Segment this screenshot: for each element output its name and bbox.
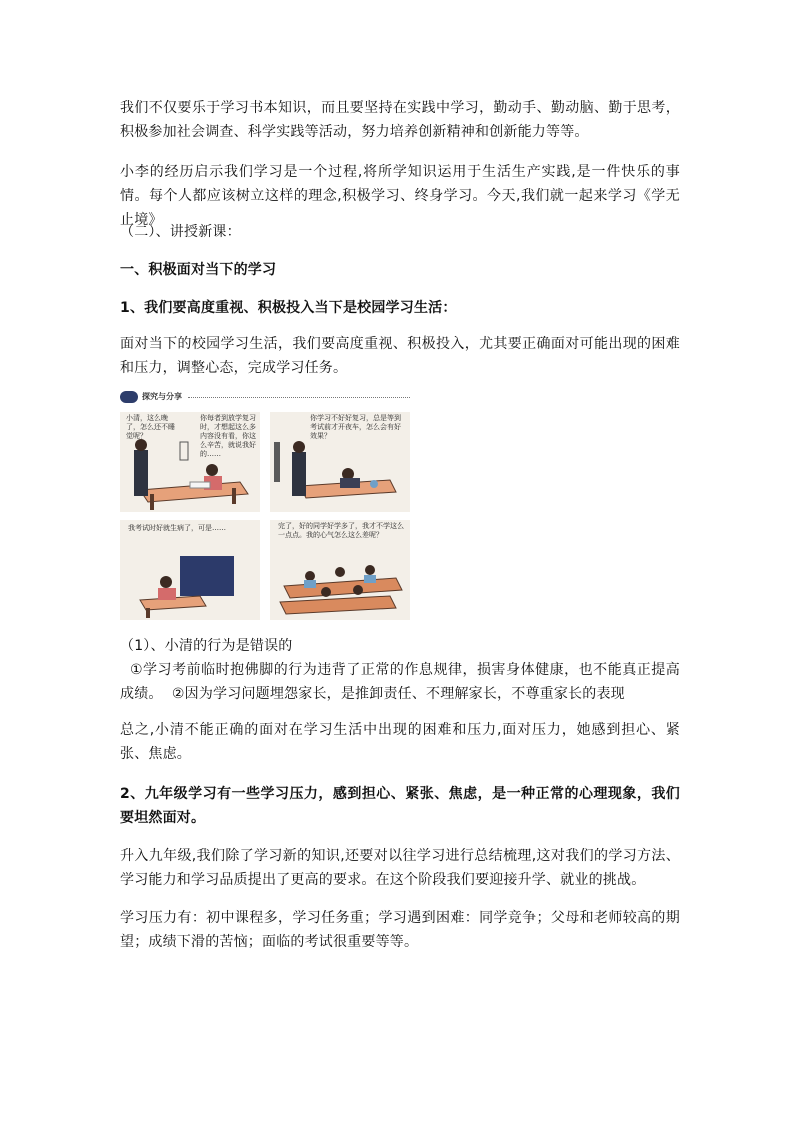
paragraph-practice: 我们不仅要乐于学习书本知识，而且要坚持在实践中学习，勤动手、勤动脑、勤于思考，积极参加社会调查、科学实践等活动，努力培养创新精神和创新能力等等。: [120, 100, 680, 140]
explore-share-icon: [120, 391, 138, 403]
speech-bubble-1: 小清，这么晚了，怎么还不睡觉呢？: [126, 414, 175, 440]
paragraph-summary: 总之,小清不能正确的面对在学习生活中出现的困难和压力,面对压力，她感到担心、紧张、焦虑。: [120, 722, 680, 762]
heading-face-study: 一、积极面对当下的学习: [120, 262, 277, 278]
comic-panel-1: [120, 412, 260, 512]
speech-bubble-3: 你学习不好好复习，总是等到考试前才开夜车，怎么会有好效果？: [310, 414, 401, 440]
paragraph-xiaoqing-reasons: ①学习考前临时抱佛脚的行为违背了正常的作息规律，损害身体健康，也不能真正提高成绩。 ②因为学习问题埋怨家长，是推卸责任、不理解家长，不尊重家长的表现: [120, 662, 680, 702]
paragraph-xiaoli: 小李的经历启示我们学习是一个过程,将所学知识运用于生活生产实践,是一件快乐的事情。每个人都应该树立这样的理念,积极学习、终身学习。今天,我们就一起来学习《学无止境》: [120, 164, 680, 228]
speech-bubble-5: 完了，好的同学好学多了，我才不学这么一点点。我的心气怎么这么差呢？: [278, 522, 404, 539]
paragraph-xiaoqing-wrong: （1）、小清的行为是错误的: [120, 638, 293, 654]
paragraph-face-school-life: 面对当下的校园学习生活，我们要高度重视、积极投入，尤其要正确面对可能出现的困难和压力，调整心态，完成学习任务。: [120, 336, 680, 376]
comic-panel-3: [120, 520, 260, 620]
paragraph-grade9: 升入九年级,我们除了学习新的知识,还要对以往学习进行总结梳理,这对我们的学习方法、学习能力和学习品质提出了更高的要求。在这个阶段我们要迎接升学、就业的挑战。: [120, 848, 680, 888]
heading-value-school-life: 1、我们要高度重视、积极投入当下是校园学习生活：: [120, 300, 457, 316]
comic-illustration: [120, 520, 260, 620]
section-new-lesson: （二）、讲授新课：: [120, 224, 241, 240]
speech-bubble-4: 我考试时好就生病了，可是……: [128, 524, 226, 532]
paragraph-pressure-sources: 学习压力有：初中课程多，学习任务重；学习遇到困难：同学竞争；父母和老师较高的期望；成绩下滑的苦恼；面临的考试很重要等等。: [120, 910, 680, 950]
comic-panel-4: [270, 520, 410, 620]
comic-panel-2: [270, 412, 410, 512]
figure-header: [120, 390, 410, 404]
figure-title: 探究与分享: [142, 392, 182, 401]
speech-bubble-2: 你每者到放学复习时，才想起这么多内容没有看，你这么辛苦，就说我好的……: [200, 414, 256, 458]
comic-figure: [120, 390, 410, 622]
heading-grade9-pressure: 2、九年级学习有一些学习压力，感到担心、紧张、焦虑，是一种正常的心理现象，我们要坦然面对。: [120, 786, 680, 826]
figure-divider: [188, 397, 410, 398]
